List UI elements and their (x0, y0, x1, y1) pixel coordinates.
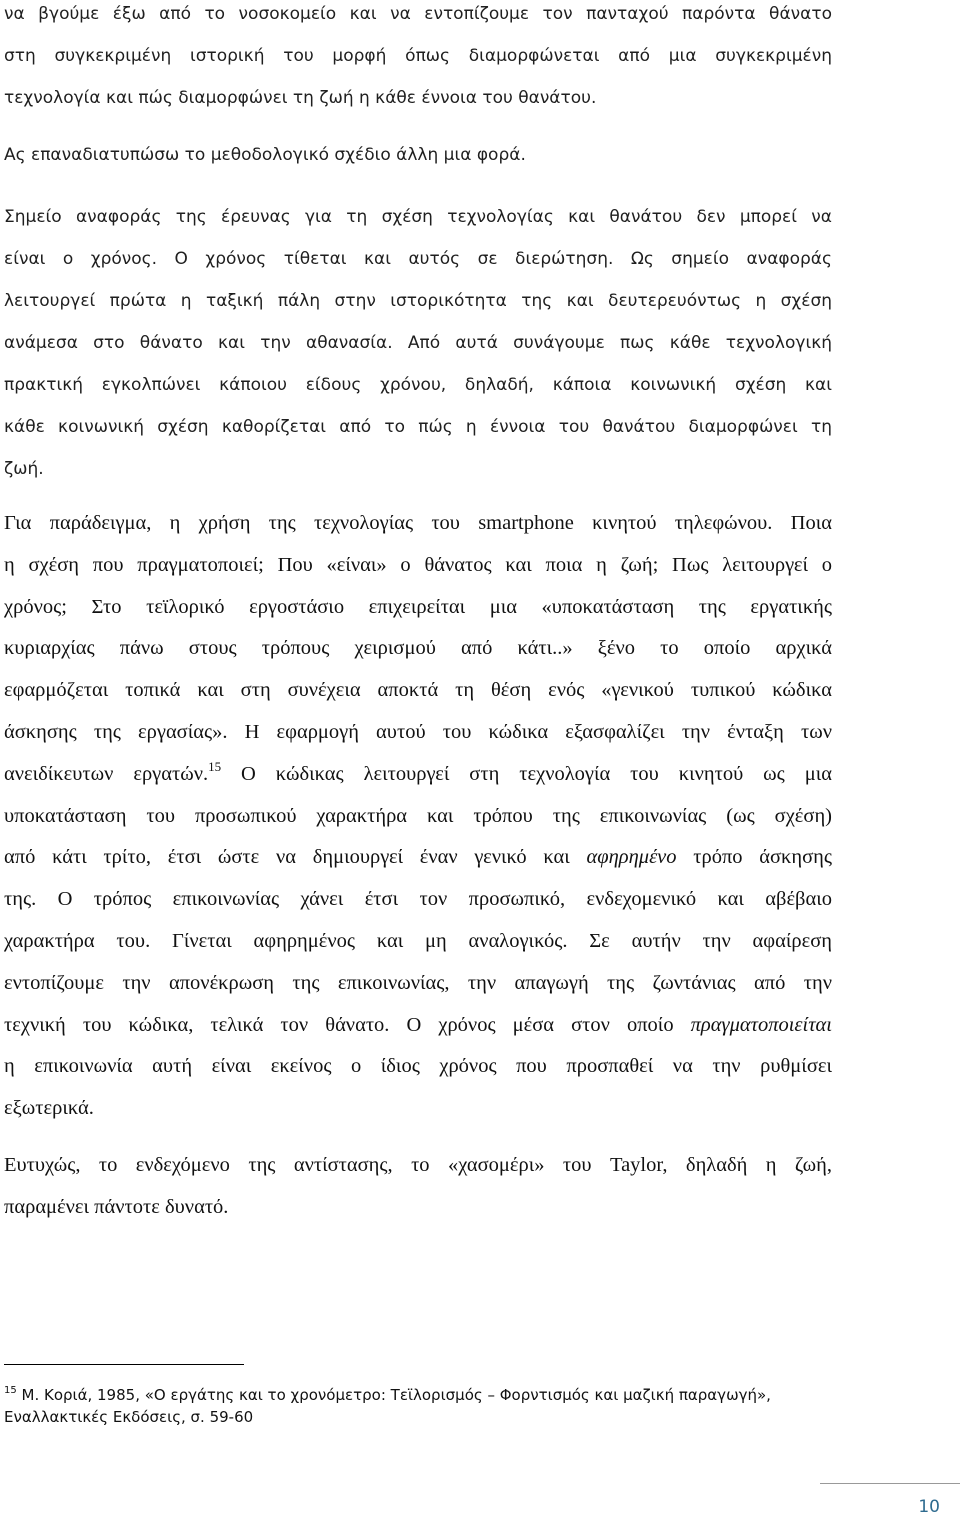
paragraph-5 (4, 1145, 832, 1229)
text-line: στη συγκεκριμένη ιστορική του μορφή όπως διαμορφώνεται από μια συγκεκριμένη (4, 46, 832, 66)
text-line: λειτουργεί πρώτα η ταξική πάλη στην ιστορικότητα της και δευτερευόντως η σχέση (4, 291, 832, 311)
text-line: ανάμεσα στο θάνατο και την αθανασία. Από αυτά συνάγουμε πως κάθε τεχνολογική (4, 333, 832, 353)
text-line: ζωή. (4, 459, 44, 479)
text-line: κάθε κοινωνική σχέση καθορίζεται από το πώς η έννοια του θανάτου διαμορφώνει τη (4, 417, 832, 437)
text-segment: Ο κώδικας λειτουργεί στη τεχνολογία του κινητού ως μια (221, 762, 832, 785)
text-line: Ευτυχώς, το ενδεχόμενο της αντίστασης, το «χασομέρι» του Taylor, δηλαδή η ζωή, (4, 1154, 832, 1176)
text-line: είναι ο χρόνος. Ο χρόνος τίθεται και αυτός σε διερώτηση. Ως σημείο αναφοράς (4, 249, 832, 269)
text-line: να βγούμε έξω από το νοσοκομείο και να εντοπίζουμε τον πανταχού παρόντα θάνατο (4, 4, 832, 24)
text-line (4, 1005, 832, 1047)
footnote-separator (4, 1364, 244, 1365)
text-line: άσκησης της εργασίας». Η εφαρμογή αυτού του κώδικα εξασφαλίζει την ένταξη των (4, 720, 832, 743)
footnote-text-1: Μ. Κοριά, 1985, «Ο εργάτης και το χρονόμετρο: Τεϊλορισμός – Φορντισμός και μαζική παραγωγή», (16, 1386, 771, 1404)
text-line: πρακτική εγκολπώνει κάποιου είδους χρόνου, δηλαδή, κάποια κοινωνική σχέση και (4, 375, 832, 395)
page-number: 10 (918, 1497, 940, 1517)
footnote-reference: 15 (208, 758, 222, 774)
text-line: της. Ο τρόπος επικοινωνίας χάνει έτσι τον προσωπικό, ενδεχομενικό και αβέβαιο (4, 888, 832, 911)
text-segment: τεχνική του κώδικα, τελικά τον θάνατο. Ο χρόνος μέσα στον οποίο (4, 1013, 691, 1036)
text-segment: ανειδίκευτων εργατών. (4, 762, 209, 785)
text-line: Για παράδειγμα, η χρήση της τεχνολογίας του smartphone κινητού τηλεφώνου. Ποια (4, 512, 832, 534)
text-line: η σχέση που πραγματοποιεί; Που «είναι» ο θάνατος και ποια η ζωή; Πως λειτουργεί ο (4, 553, 832, 576)
emphasis-text: πραγματοποιείται (690, 1013, 832, 1036)
text-line (4, 754, 832, 796)
text-line: υποκατάσταση του προσωπικού χαρακτήρα και τρόπου της επικοινωνίας (ως σχέση) (4, 804, 832, 827)
text-line: χρόνος; Στο τεϊλορικό εργοστάσιο επιχειρείται μια «υποκατάσταση της εργατικής (4, 595, 832, 618)
text-segment: τρόπο άσκησης (676, 846, 832, 869)
text-line: Ας επαναδιατυπώσω το μεθοδολογικό σχέδιο άλλη μια φορά. (4, 145, 526, 165)
text-line: Σημείο αναφοράς της έρευνας για τη σχέση τεχνολογίας και θανάτου δεν μπορεί να (4, 207, 832, 227)
paragraph-4 (4, 503, 832, 1130)
text-line: η επικοινωνία αυτή είναι εκείνος ο ίδιος χρόνος που προσπαθεί να την ρυθμίσει (4, 1055, 832, 1078)
footnote-line-1 (4, 1384, 904, 1406)
text-line: τεχνολογία και πώς διαμορφώνει τη ζωή η κάθε έννοια του θανάτου. (4, 88, 597, 108)
text-line (4, 837, 832, 879)
text-line: εξωτερικά. (4, 1097, 94, 1120)
footnote-number: 15 (4, 1385, 17, 1396)
emphasis-text: αφηρημένο (586, 846, 677, 869)
text-line: εφαρμόζεται τοπικά και στη συνέχεια αποκτά τη θέση ενός «γενικού τυπικού κώδικα (4, 679, 832, 702)
footnote-line-2: Εναλλακτικές Εκδόσεις, σ. 59-60 (4, 1408, 254, 1426)
text-segment: από κάτι τρίτο, έτσι ώστε να δημιουργεί έναν γενικό και (4, 846, 587, 869)
footnote (4, 1384, 904, 1428)
text-line: παραμένει πάντοτε δυνατό. (4, 1195, 229, 1218)
text-line: χαρακτήρα του. Γίνεται αφηρημένος και μη αναλογικός. Σε αυτήν την αφαίρεση (4, 929, 832, 952)
page-number-rule (820, 1483, 960, 1484)
text-line: κυριαρχίας πάνω στους τρόπους χειρισμού από κάτι..» ξένο το οποίο αρχικά (4, 637, 832, 660)
paragraph-1 (4, 0, 832, 119)
paragraph-3 (4, 196, 832, 490)
paragraph-2 (4, 134, 832, 176)
text-line: εντοπίζουμε την απονέκρωση της επικοινωνίας, την απαγωγή της ζωντάνιας από την (4, 971, 832, 994)
